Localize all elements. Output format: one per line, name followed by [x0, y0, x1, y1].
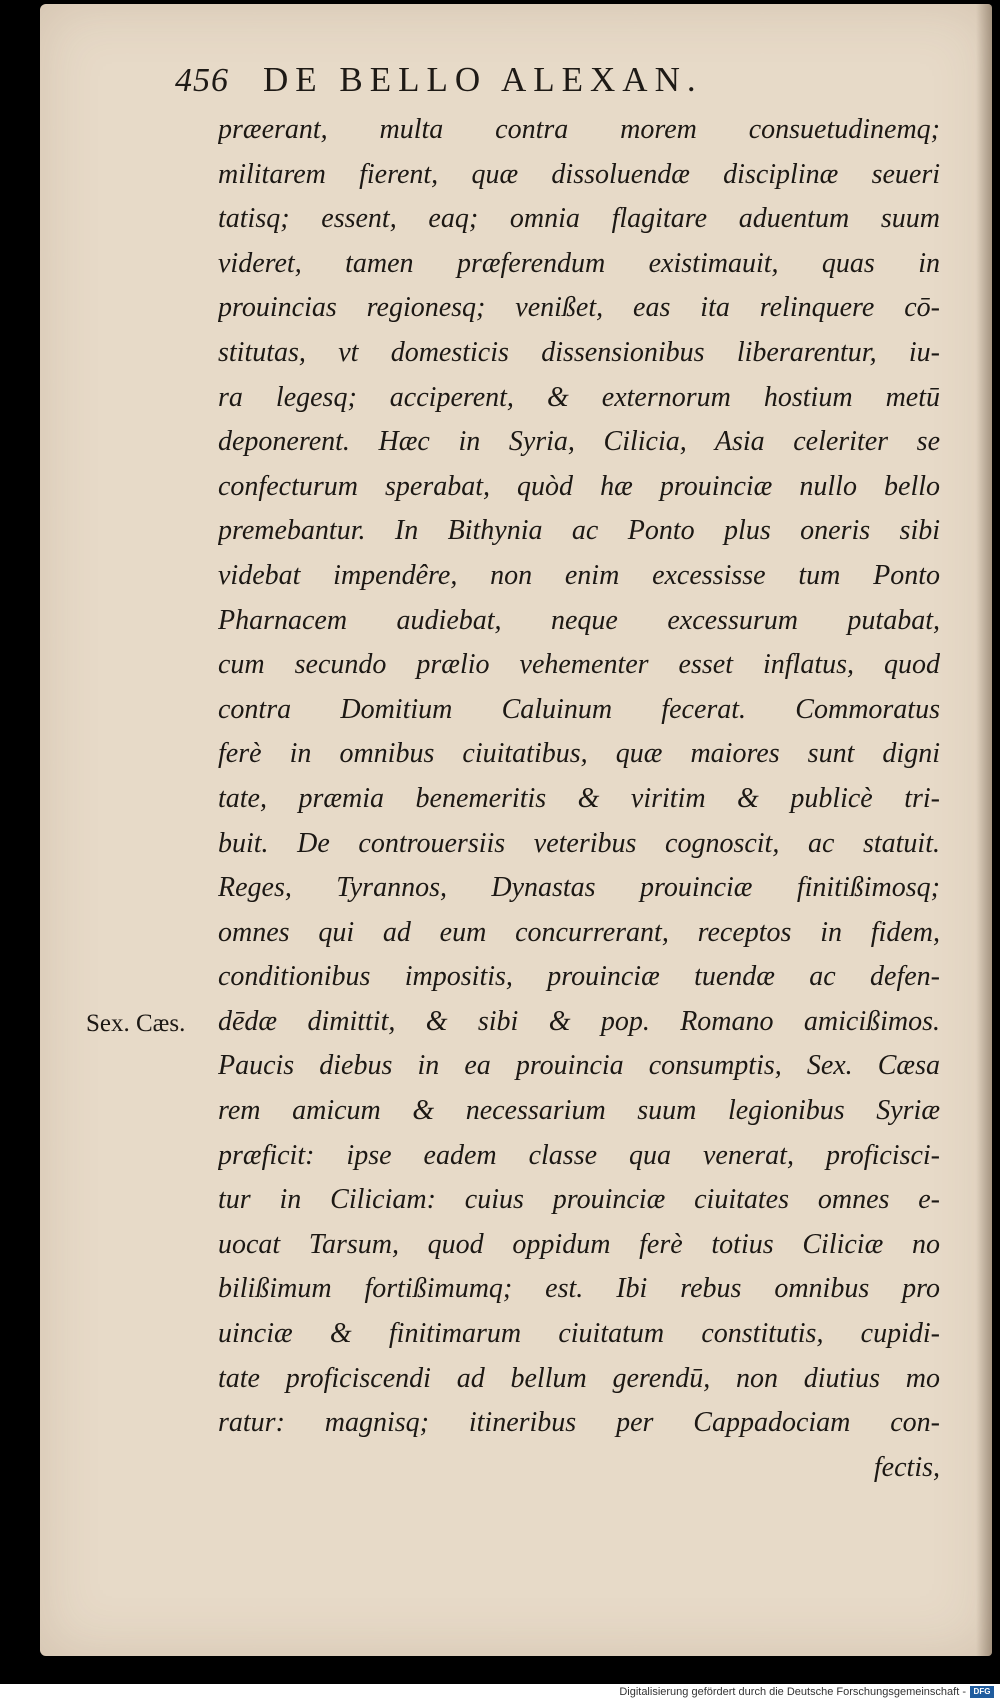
text-line: Reges, Tyrannos, Dynastas prouinciæ finitißimosq; [218, 872, 940, 904]
text-line: stitutas, vt domesticis dissensionibus liberarentur, iu- [218, 336, 940, 368]
text-line: tate proficiscendi ad bellum gerendū, non diutius mo [218, 1362, 940, 1394]
text-line: dēdæ dimittit, & sibi & pop. Romano amicißimos. [218, 1005, 940, 1037]
text-line: videbat impendêre, non enim excessisse tum Ponto [218, 559, 940, 591]
text-line: rem amicum & necessarium suum legionibus Syriæ [218, 1095, 940, 1127]
text-line: uinciæ & finitimarum ciuitatum constitutis, cupidi- [218, 1318, 940, 1350]
text-line: buit. De controuersiis veteribus cognoscit, ac statuit. [218, 827, 940, 859]
text-line: præerant, multa contra morem consuetudinemq; [218, 114, 940, 145]
text-line: deponerent. Hæc in Syria, Cilicia, Asia celeriter se [218, 426, 940, 458]
text-line: Pharnacem audiebat, neque excessurum putabat, [218, 604, 940, 636]
text-line: conditionibus impositis, prouinciæ tuendæ ac defen- [218, 961, 940, 993]
text-line: tate, præmia benemeritis & viritim & publicè tri- [218, 782, 940, 814]
text-line: tur in Ciliciam: cuius prouinciæ ciuitates omnes e- [218, 1184, 940, 1216]
text-line: præficit: ipse eadem classe qua venerat, proficisci- [218, 1139, 940, 1171]
text-line: confecturum sperabat, quòd hæ prouinciæ nullo bello [218, 470, 940, 502]
text-line: ra legesq; acciperent, & externorum hostium metū [218, 381, 940, 413]
text-line: Paucis diebus in ea prouincia consumptis, Sex. Cæsa [218, 1050, 940, 1082]
page-edge-shadow [976, 4, 992, 1656]
text-line: videret, tamen præferendum existimauit, quas in [218, 247, 940, 279]
text-line: tatisq; essent, eaq; omnia flagitare aduentum suum [218, 203, 940, 235]
page-number: 456 [175, 62, 229, 99]
catchword: fectis, [873, 1451, 940, 1483]
text-line: ferè in omnibus ciuitatibus, quæ maiores sunt digni [218, 738, 940, 770]
marginal-note: Sex. Cæs. [86, 1010, 186, 1037]
body-text [218, 108, 940, 1490]
text-line: cum secundo prælio vehementer esset inflatus, quod [218, 649, 940, 681]
text-line: militarem fierent, quæ dissoluendæ disciplinæ seueri [218, 158, 940, 190]
text-line: contra Domitium Caluinum fecerat. Commoratus [218, 693, 940, 725]
text-line: ratur: magnisq; itineribus per Cappadociam con- [218, 1407, 940, 1439]
funding-credit: Digitalisierung gefördert durch die Deutsche Forschungsgemeinschaft - [619, 1686, 966, 1698]
running-head: DE BELLO ALEXAN. [263, 60, 703, 99]
text-line: bilißimum fortißimumq; est. Ibi rebus omnibus pro [218, 1273, 940, 1305]
digitization-footer [0, 1684, 1000, 1700]
text-line: omnes qui ad eum concurrerant, receptos in fidem, [218, 916, 940, 948]
text-line: premebantur. In Bithynia ac Ponto plus oneris sibi [218, 515, 940, 547]
dfg-logo: DFG [970, 1686, 994, 1698]
text-line: uocat Tarsum, quod oppidum ferè totius Ciliciæ no [218, 1228, 940, 1260]
text-line: prouincias regionesq; venißet, eas ita relinquere cō- [218, 292, 940, 324]
